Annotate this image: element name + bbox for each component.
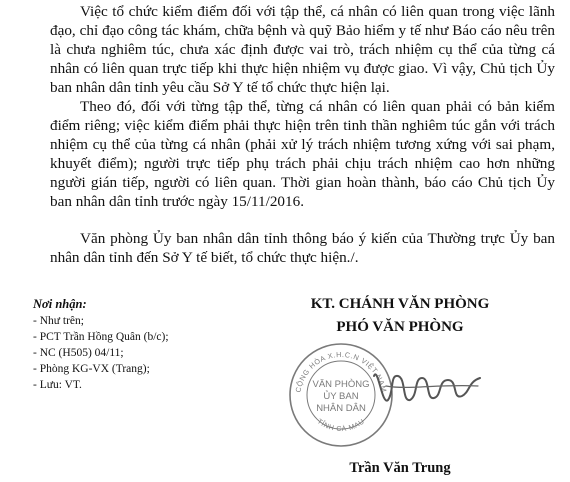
seal-ring-text: CỘNG HÒA X.H.C.N VIỆT NAM [293, 349, 389, 394]
recipient-item: - Lưu: VT. [33, 379, 82, 391]
seal-center-line: ỦY BAN [323, 391, 359, 402]
svg-text:TỈNH CÀ MAU [316, 418, 367, 433]
recipient-item: - PCT Trần Hồng Quân (b/c); [33, 331, 169, 343]
signer-name: Trần Văn Trung [349, 460, 451, 476]
body-paragraph-1: Việc tổ chức kiểm điểm đối với tập thể, cá nhân có liên quan trong việc lãnh đạo, chỉ đạo công tác khám, chữa bệnh và quỹ Bảo hiểm y tế như Báo cáo nêu trên là chưa nghiêm túc, chưa xác định được vai trò, trách nhiệm cụ thể của từng cá nhân có liên quan trực tiếp khi thực hiện nhiệm vụ được giao. Vì vậy, Chủ tịch Ủy ban nhân dân tỉnh yêu cầu Sở Y tế tổ chức thực hiện lại. [50, 3, 555, 96]
recipients-block [33, 296, 263, 393]
body-paragraph-3: Văn phòng Ủy ban nhân dân tỉnh thông báo ý kiến của Thường trực Ủy ban nhân dân tỉnh đến Sở Y tế biết, tổ chức thực hiện./. [50, 230, 555, 266]
seal-bottom-text: TỈNH CÀ MAU [315, 418, 367, 434]
signer-title: KT. CHÁNH VĂN PHÒNG [310, 296, 490, 312]
recipient-item: - NC (H505) 04/11; [33, 347, 124, 359]
recipients-list [33, 313, 263, 393]
handwritten-signature [368, 356, 488, 416]
seal-center-line: VĂN PHÒNG [312, 379, 370, 390]
seal-center-line: NHÂN DÂN [316, 403, 366, 414]
recipient-item: - Phòng KG-VX (Trang); [33, 363, 150, 375]
signer-subtitle: PHÓ VĂN PHÒNG [336, 319, 464, 335]
body-paragraph-2: Theo đó, đối với từng tập thể, từng cá nhân có liên quan phải có bản kiểm điểm riêng; việc kiểm điểm phải thực hiện trên tinh thần nghiêm túc gắn với trách nhiệm cụ thể của từng cá nhân (phải xử lý trách nhiệm tương xứng với sai phạm, khuyết điểm); người trực tiếp phụ trách phải chịu trách nhiệm cao hơn những người gián tiếp, người có liên quan. Thời gian hoàn thành, báo cáo Chủ tịch Ủy ban nhân dân tỉnh trước ngày 15/11/2016. [50, 98, 555, 210]
recipients-heading: Nơi nhận: [33, 297, 87, 311]
recipient-item: - Như trên; [33, 315, 84, 327]
